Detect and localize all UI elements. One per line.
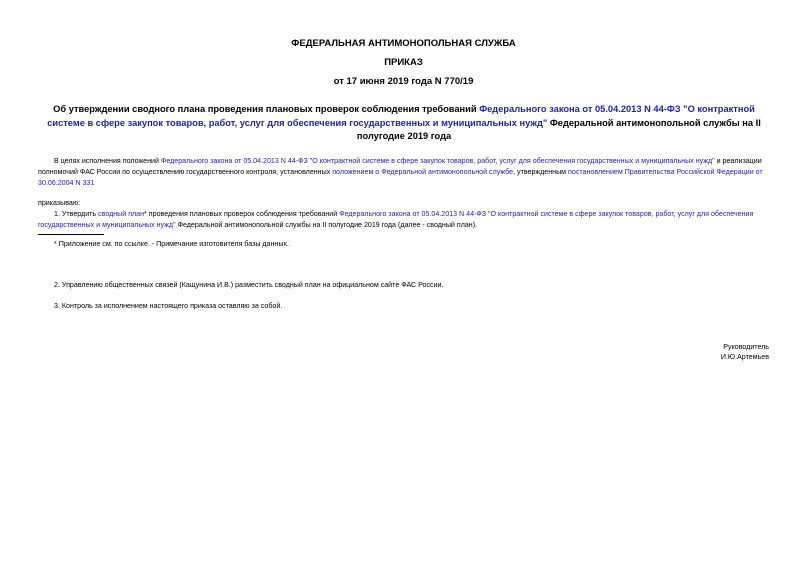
signature-name: И.Ю.Артемьев <box>720 353 769 361</box>
document-title <box>36 103 772 144</box>
preamble-text-3: , утвержденным <box>513 168 569 176</box>
order-word: приказываю: <box>38 199 81 207</box>
item-2-paragraph: 2. Управлению общественных связей (Кащунина И.В.) разместить сводный план на официальном сайте ФАС России. <box>54 281 444 289</box>
preamble-text-2: и реализации полномочий ФАС России по осуществлению государственного контроля, установленных <box>38 157 762 176</box>
preamble-decree-link[interactable]: постановлением Правительства Российской Федерации от 30.06.2004 N 331 <box>38 168 763 187</box>
preamble-regulation-link[interactable]: положением о Федеральной антимонопольной службе <box>332 168 514 176</box>
item-3-paragraph: 3. Контроль за исполнением настоящего приказа оставляю за собой. <box>54 302 283 310</box>
document-type: ПРИКАЗ <box>384 57 423 68</box>
title-law-link[interactable]: Федерального закона от 05.04.2013 N 44-ФЗ "О контрактной системе в сфере закупок товаров, работ, услуг для обеспечения государственных и муниципальных нужд" <box>47 104 755 128</box>
footnote: * Приложение см. по ссылке. - Примечание изготовителя базы данных. <box>54 240 289 248</box>
document-date: от 17 июня 2019 года N 770/19 <box>333 76 474 87</box>
preamble-law-link[interactable]: Федерального закона от 05.04.2013 N 44-ФЗ "О контрактной системе в сфере закупок товаров, работ, услуг для обеспечения государственных и муниципальных нужд" <box>160 157 715 165</box>
title-text-2: Федеральной антимонопольной службы на II полугодие 2019 года <box>356 117 761 141</box>
item-1-text-3: Федеральной антимонопольной службы на II полугодие 2019 года (далее - сводный план). <box>175 221 478 229</box>
item-1-law-link[interactable]: Федерального закона от 05.04.2013 N 44-ФЗ "О контрактной системе в сфере закупок товаров, работ, услуг для обеспечения государственных и муниципальных нужд" <box>38 210 754 229</box>
title-text-1: Об утверждении сводного плана проведения плановых проверок соблюдения требований <box>53 104 480 114</box>
footnote-divider <box>38 234 104 235</box>
preamble-text-1: В целях исполнения положений <box>54 157 161 165</box>
item-1-text-2: * проведения плановых проверок соблюдения требований <box>144 210 340 218</box>
signature-position: Руководитель <box>723 343 769 351</box>
summary-plan-link[interactable]: сводный план <box>98 210 145 218</box>
agency-name: ФЕДЕРАЛЬНАЯ АНТИМОНОПОЛЬНАЯ СЛУЖБА <box>291 38 516 49</box>
item-1-text-1: 1. Утвердить <box>54 210 99 218</box>
preamble-paragraph <box>38 156 772 189</box>
item-1-paragraph <box>38 209 772 231</box>
